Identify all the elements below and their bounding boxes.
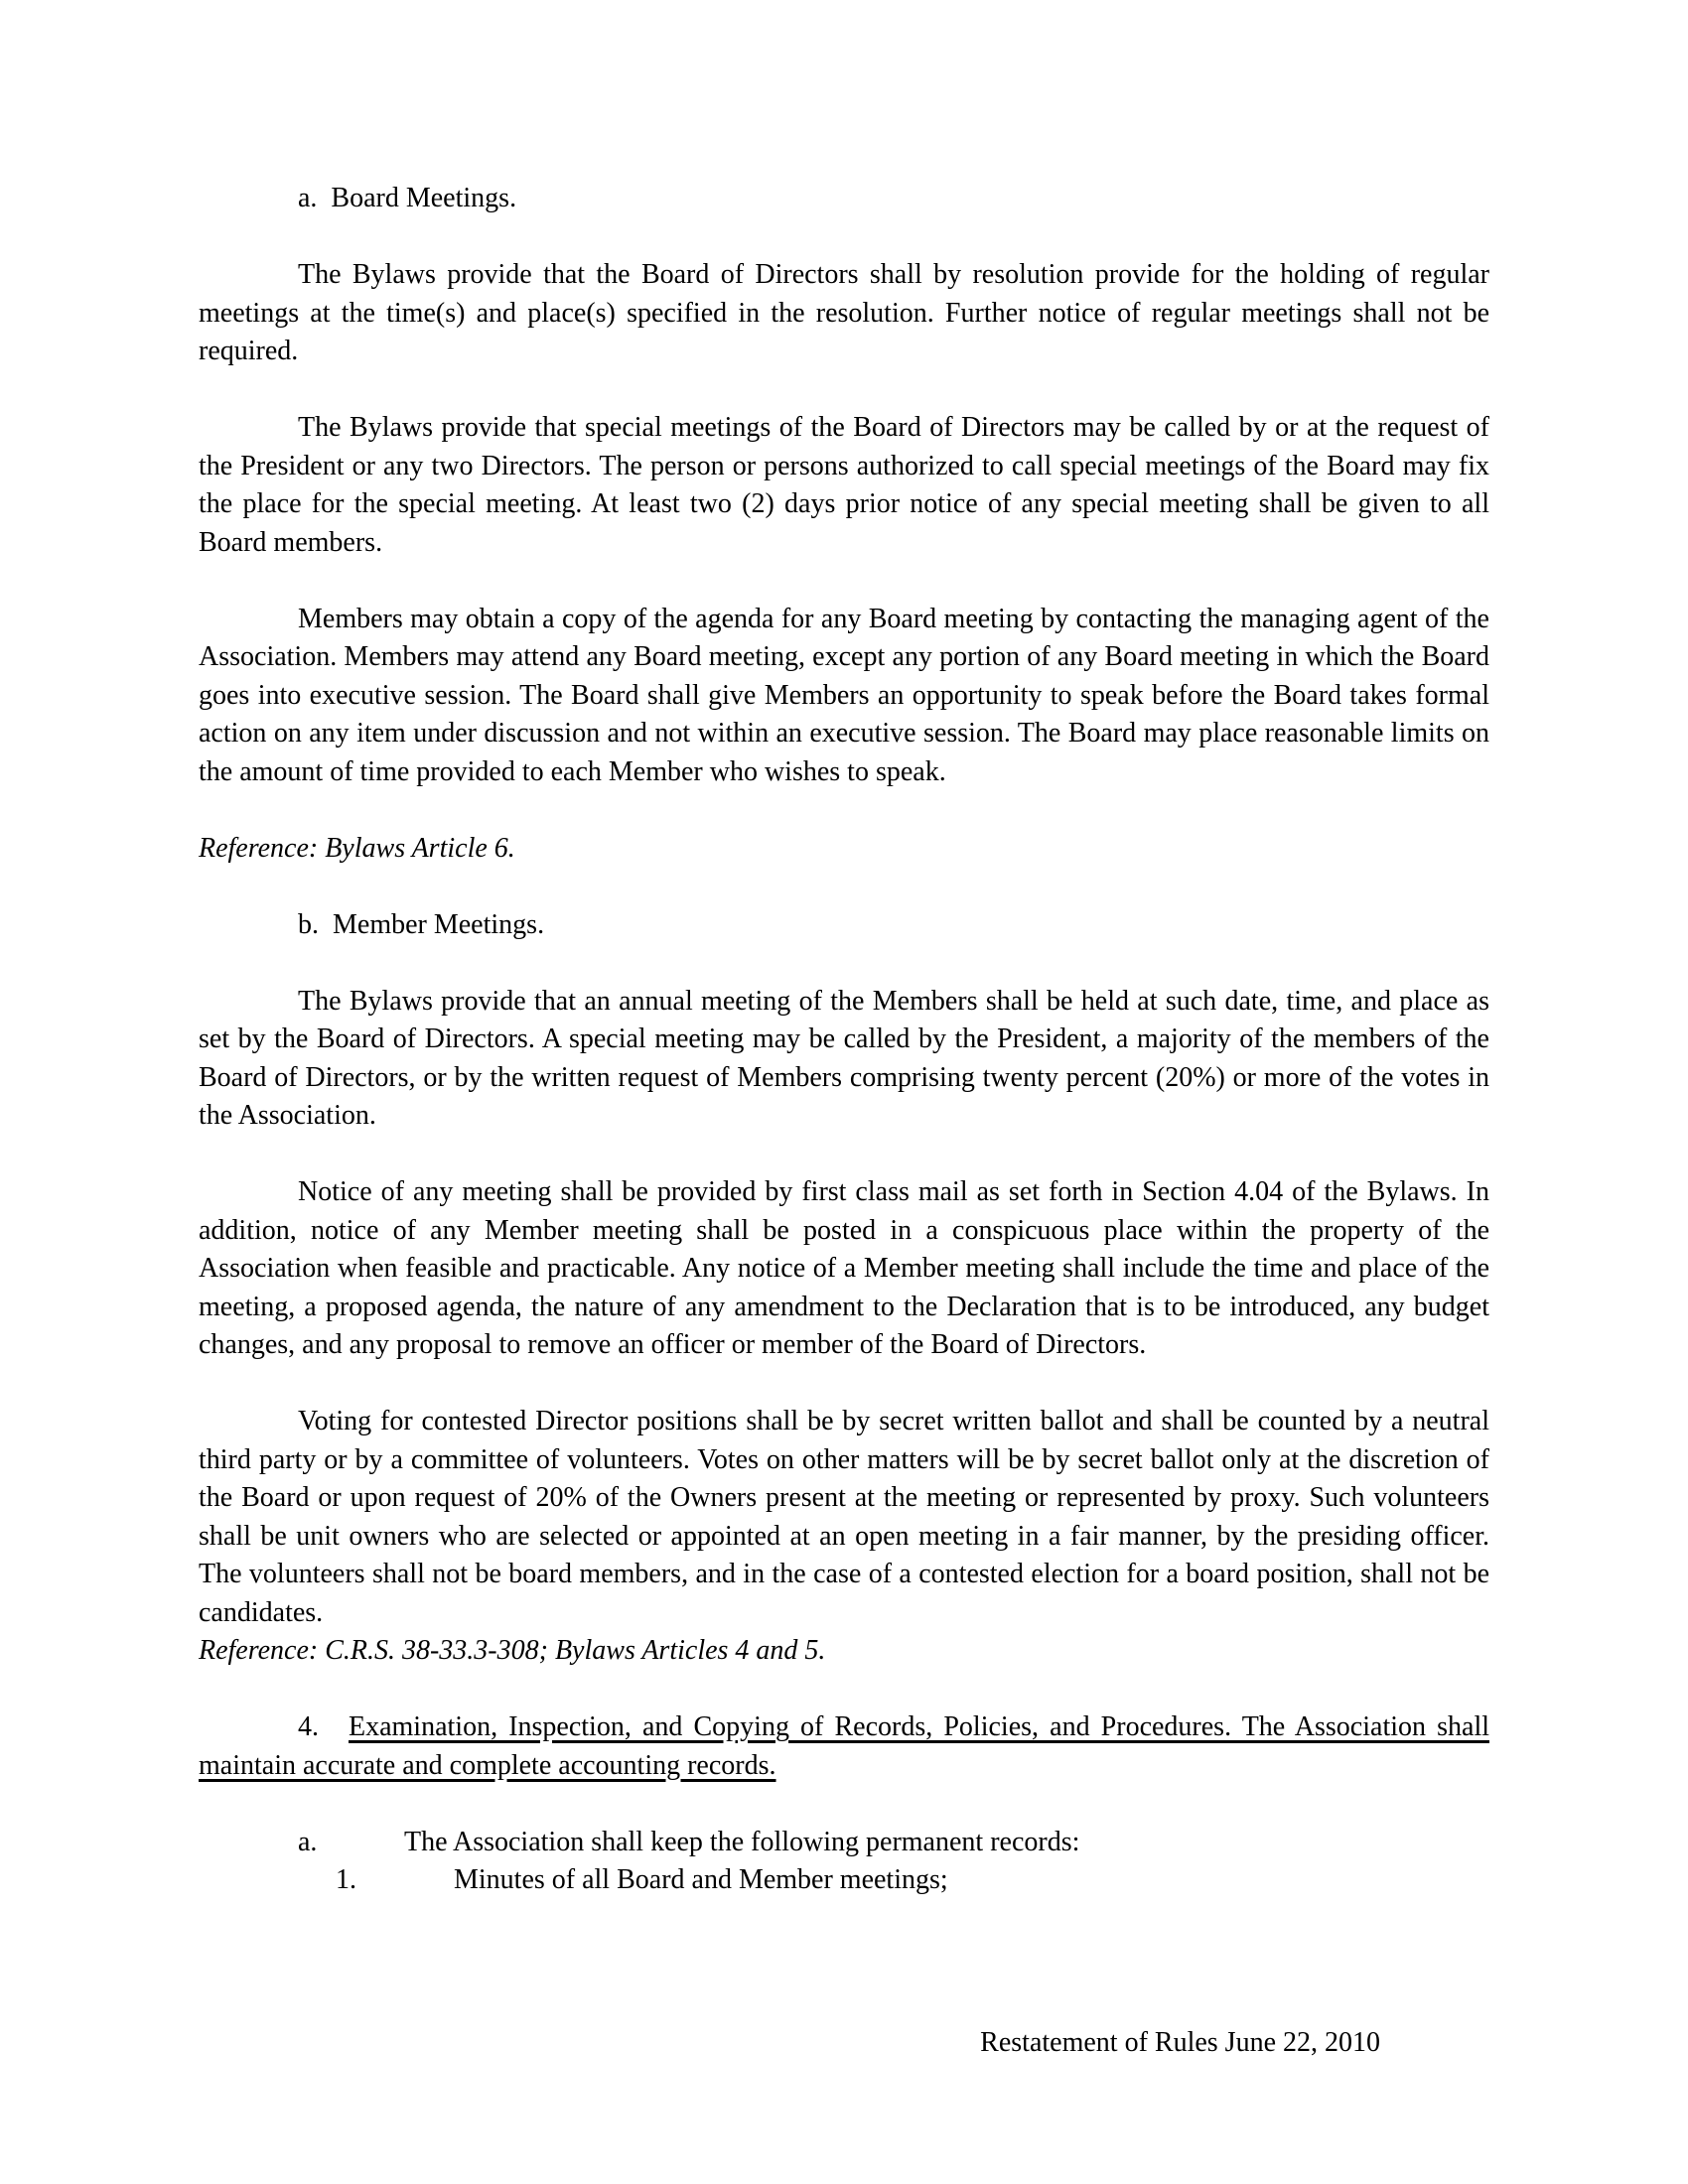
list-item-text-permanent-records: The Association shall keep the following permanent records: — [404, 1826, 1080, 1857]
document-body — [199, 180, 1489, 1900]
footer-note: Restatement of Rules June 22, 2010 — [980, 2027, 1380, 2058]
list-item-permanent-records — [199, 1824, 1489, 1862]
section-number: 4. — [298, 1711, 319, 1742]
paragraph-board-agenda-access: Members may obtain a copy of the agenda for any Board meeting by contacting the managing agent of the Association. Members may attend any Board meeting, except any portion of any Board meeting in which the Board goes into executive session. The Board shall give Members an opportunity to speak before the Board takes formal action on any item under discussion and not within an executive session. The Board may place reasonable limits on the amount of time provided to each Member who wishes to speak. — [199, 603, 1489, 787]
reference-crs-38-33-3-308: Reference: C.R.S. 38-33.3-308; Bylaws Articles 4 and 5. — [199, 1635, 826, 1666]
paragraph-board-special-meetings: The Bylaws provide that special meetings of the Board of Directors may be called by or at the request of the President or any two Directors. The person or persons authorized to call special meetings of the Board may fix the place for the special meeting. At least two (2) days prior notice of any special meeting shall be given to all Board members. — [199, 412, 1489, 558]
subsection-heading-member-meetings: b. Member Meetings. — [298, 908, 545, 940]
list-marker-a: a. — [298, 1826, 318, 1857]
paragraph-member-annual-meeting: The Bylaws provide that an annual meeting of the Members shall be held at such date, time, and place as set by the Board of Directors. A special meeting may be called by the President, a majority of the members of the Board of Directors, or by the written request of Members comprising twenty percent (20%) or more of the votes in the Association. — [199, 985, 1489, 1131]
section-title-underlined: Examination, Inspection, and Copying of Records, Policies, and Procedures. The Association shall maintain accurate and complete accounting records. — [199, 1711, 1489, 1781]
list-item-text-minutes: Minutes of all Board and Member meetings; — [454, 1864, 948, 1895]
list-item-minutes — [199, 1861, 1489, 1900]
reference-bylaws-article-6: Reference: Bylaws Article 6. — [199, 832, 515, 864]
paragraph-voting-procedures: Voting for contested Director positions shall be by secret written ballot and shall be counted by a neutral third party or by a committee of volunteers. Votes on other matters will be by secret ballot only at the discretion of the Board or upon request of 20% of the Owners present at the meeting or represented by proxy. Such volunteers shall be unit owners who are selected or appointed at an open meeting in a fair manner, by the presiding officer. The volunteers shall not be board members, and in the case of a contested election for a board position, shall not be candidates. — [199, 1406, 1489, 1628]
paragraph-board-regular-meetings: The Bylaws provide that the Board of Directors shall by resolution provide for the holding of regular meetings at the time(s) and place(s) specified in the resolution. Further notice of regular meetings shall not be required. — [199, 259, 1489, 366]
subsection-heading-board-meetings: a. Board Meetings. — [298, 183, 517, 213]
list-marker-1: 1. — [336, 1864, 356, 1895]
paragraph-member-meeting-notice: Notice of any meeting shall be provided by first class mail as set forth in Section 4.04 of the Bylaws. In addition, notice of any Member meeting shall be posted in a conspicuous place within the property of the Association when feasible and practicable. Any notice of a Member meeting shall include the time and place of the meeting, a proposed agenda, the nature of any amendment to the Declaration that is to be introduced, any budget changes, and any proposal to remove an officer or member of the Board of Directors. — [199, 1176, 1489, 1360]
section-heading-records — [199, 1708, 1489, 1785]
